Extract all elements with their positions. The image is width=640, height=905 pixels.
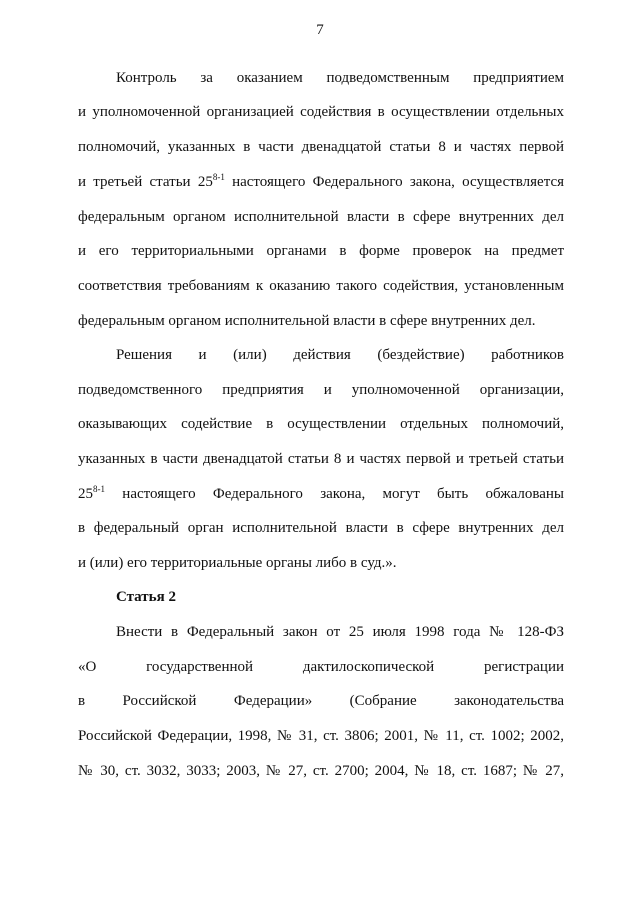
paragraph1-line-2: и уполномоченной организацией содействия в осуществлении отдельных bbox=[78, 104, 564, 120]
paragraph3-line-3: в Российской Федерации» (Собрание законодательства bbox=[78, 693, 564, 709]
superscript-8-1: 8-1 bbox=[93, 484, 105, 494]
paragraph2-line-2: подведомственного предприятия и уполномоченной организации, bbox=[78, 382, 564, 398]
superscript-8-1: 8-1 bbox=[212, 172, 225, 182]
paragraph3-line-4: Российской Федерации, 1998, № 31, ст. 3806; 2001, № 11, ст. 1002; 2002, bbox=[78, 728, 564, 744]
paragraph2-line-3: оказывающих содействие в осуществлении отдельных полномочий, bbox=[78, 416, 564, 432]
article-heading: Статья 2 bbox=[116, 589, 176, 605]
paragraph1-line-4 bbox=[78, 172, 564, 192]
paragraph2-line-5-post: настоящего Федерального закона, могут быть обжалованы bbox=[105, 486, 564, 502]
paragraph2-line-5-pre: 25 bbox=[78, 486, 93, 502]
paragraph1-line-6: и его территориальными органами в форме проверок на предмет bbox=[78, 243, 564, 259]
page-number: 7 bbox=[316, 22, 324, 38]
paragraph2-line-5 bbox=[78, 484, 564, 504]
paragraph1-line-3: полномочий, указанных в части двенадцатой статьи 8 и частях первой bbox=[78, 139, 564, 155]
paragraph2-line-7: и (или) его территориальные органы либо в суд.». bbox=[78, 555, 397, 571]
paragraph1-line-7: соответствия требованиям к оказанию такого содействия, установленным bbox=[78, 278, 564, 294]
paragraph3-line-5: № 30, ст. 3032, 3033; 2003, № 27, ст. 2700; 2004, № 18, ст. 1687; № 27, bbox=[78, 763, 564, 779]
paragraph1-line-4-post: настоящего Федерального закона, осуществляется bbox=[224, 174, 565, 190]
paragraph1-line-5: федеральным органом исполнительной власти в сфере внутренних дел bbox=[78, 209, 564, 225]
paragraph1-line-1: Контроль за оказанием подведомственным предприятием bbox=[116, 70, 564, 86]
paragraph2-line-4: указанных в части двенадцатой статьи 8 и частях первой и третьей статьи bbox=[78, 451, 564, 467]
paragraph2-line-6: в федеральный орган исполнительной власти в сфере внутренних дел bbox=[78, 520, 564, 536]
paragraph1-line-8: федеральным органом исполнительной власти в сфере внутренних дел. bbox=[78, 313, 536, 329]
paragraph3-line-2: «О государственной дактилоскопической регистрации bbox=[78, 659, 564, 675]
paragraph3-line-1: Внести в Федеральный закон от 25 июля 1998 года № 128-ФЗ bbox=[116, 624, 564, 640]
paragraph2-line-1: Решения и (или) действия (бездействие) работников bbox=[116, 347, 564, 363]
paragraph1-line-4-pre: и третьей статьи 25 bbox=[78, 174, 213, 190]
